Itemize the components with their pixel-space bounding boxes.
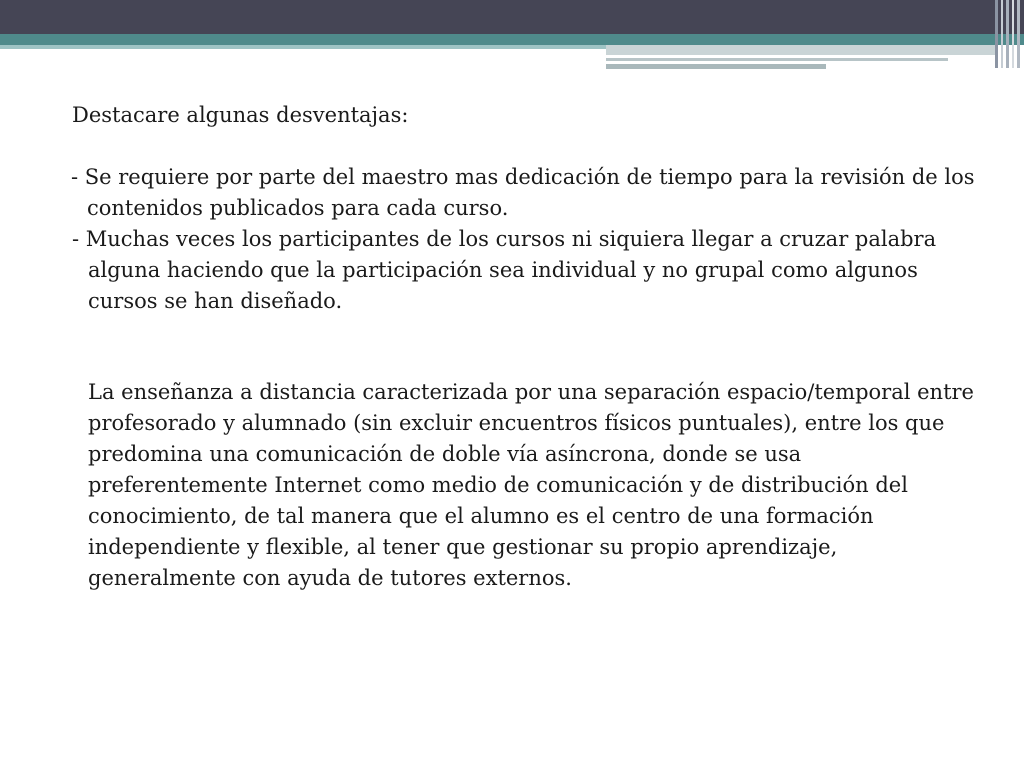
slide-content	[72, 100, 992, 594]
header-vertical-stripe	[1012, 0, 1014, 68]
header-vertical-stripe	[1001, 0, 1003, 68]
header-vertical-stripe	[1017, 0, 1020, 68]
slide-heading: Destacare algunas desventajas:	[72, 103, 409, 127]
header-bar-dark	[0, 0, 1024, 34]
bullet-item-participation: - Muchas veces los participantes de los cursos ni siquiera llegar a cruzar palabra alguna haciendo que la participación sea individual y no grupal como algunos cursos se han diseñado.	[72, 227, 937, 313]
header-accent-block	[606, 45, 998, 55]
definition-paragraph: La enseñanza a distancia caracterizada por una separación espacio/temporal entre profesorado y alumnado (sin excluir encuentros físicos puntuales), entre los que predomina una comunicación de doble vía asíncrona, donde se usa preferentemente Internet como medio de comunicación y de distribución del conocimiento, de tal manera que el alumno es el centro de una formación independiente y flexible, al tener que gestionar su propio aprendizaje, generalmente con ayuda de tutores externos.	[88, 380, 974, 590]
header-bar-teal	[0, 34, 1024, 45]
header-vertical-stripe	[1006, 0, 1009, 68]
header-accent-line-2	[606, 58, 948, 61]
header-accent-line	[0, 45, 606, 49]
bullet-item-dedication: - Se requiere por parte del maestro mas dedicación de tiempo para la revisión de los contenidos publicados para cada curso.	[71, 165, 975, 220]
header-accent-line-3	[606, 64, 826, 69]
header-vertical-stripe	[995, 0, 998, 68]
